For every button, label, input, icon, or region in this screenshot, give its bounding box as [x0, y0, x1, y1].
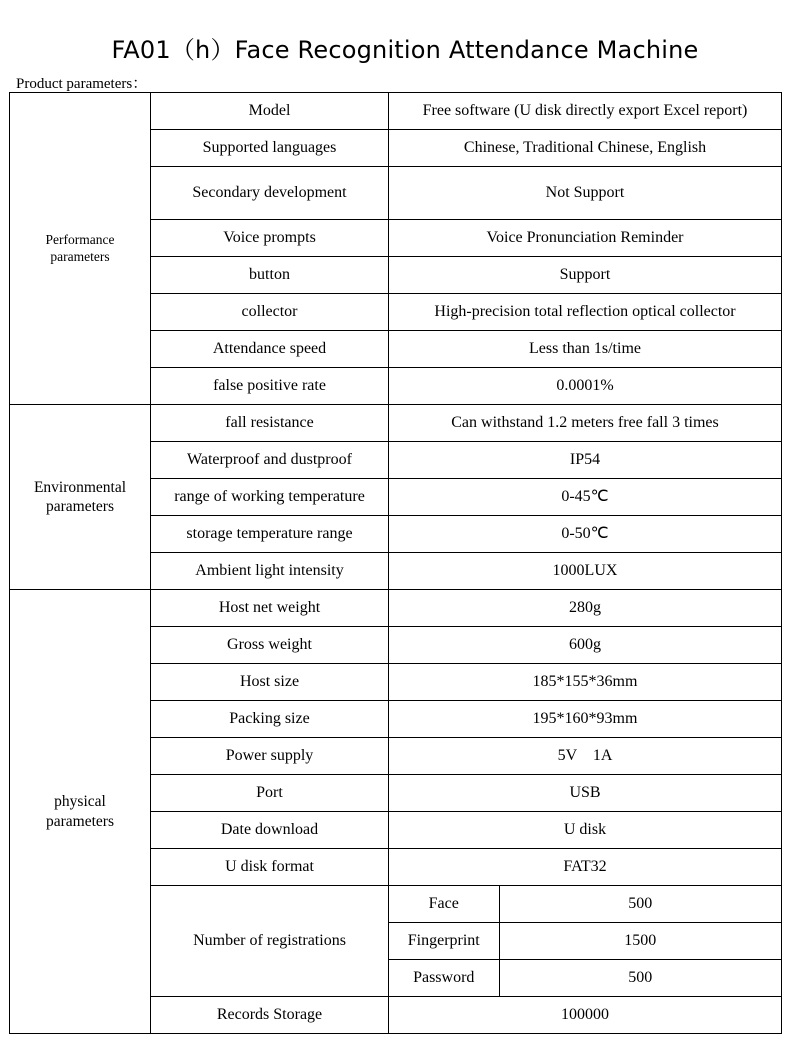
- param-value: FAT32: [389, 849, 782, 886]
- page-title: FA01（h）Face Recognition Attendance Machine: [111, 36, 699, 64]
- param-value: 1000LUX: [389, 553, 782, 590]
- param-key: U disk format: [151, 849, 389, 886]
- param-value: U disk: [389, 812, 782, 849]
- registration-count: 1500: [499, 923, 781, 960]
- category-label-line: parameters: [50, 248, 110, 264]
- param-value: USB: [389, 775, 782, 812]
- table-row: [10, 590, 782, 627]
- param-value: Chinese, Traditional Chinese, English: [389, 130, 782, 167]
- param-key: Waterproof and dustproof: [151, 442, 389, 479]
- param-value: High-precision total reflection optical collector: [389, 294, 782, 331]
- param-value: 195*160*93mm: [389, 701, 782, 738]
- registrations-key: Number of registrations: [151, 886, 389, 997]
- product-parameters-heading: Product parameters：: [16, 76, 148, 92]
- registration-row: [389, 886, 781, 923]
- param-value: 0-50℃: [389, 516, 782, 553]
- param-value: 0.0001%: [389, 368, 782, 405]
- param-key: Voice prompts: [151, 220, 389, 257]
- param-key: fall resistance: [151, 405, 389, 442]
- param-value: Less than 1s/time: [389, 331, 782, 368]
- param-value: 600g: [389, 627, 782, 664]
- param-key: storage temperature range: [151, 516, 389, 553]
- registration-type: Face: [389, 886, 499, 923]
- param-value: IP54: [389, 442, 782, 479]
- param-key: Model: [151, 93, 389, 130]
- param-value: Voice Pronunciation Reminder: [389, 220, 782, 257]
- param-value: Not Support: [389, 167, 782, 220]
- param-key: Port: [151, 775, 389, 812]
- param-key: Date download: [151, 812, 389, 849]
- param-value: Support: [389, 257, 782, 294]
- category-label-line: physical: [54, 793, 106, 811]
- param-value: 5V 1A: [389, 738, 782, 775]
- param-key: Host net weight: [151, 590, 389, 627]
- category-label-line: Performance: [45, 231, 115, 247]
- param-value: 100000: [389, 997, 782, 1034]
- registration-count: 500: [499, 886, 781, 923]
- param-key: Host size: [151, 664, 389, 701]
- param-value: 185*155*36mm: [389, 664, 782, 701]
- param-key: range of working temperature: [151, 479, 389, 516]
- param-key: Ambient light intensity: [151, 553, 389, 590]
- environmental-parameters-label: [10, 405, 151, 590]
- param-key: Attendance speed: [151, 331, 389, 368]
- spec-table: [9, 92, 782, 1034]
- param-value: Free software (U disk directly export Excel report): [389, 93, 782, 130]
- registrations-table: [389, 886, 781, 996]
- category-label-line: parameters: [46, 498, 114, 515]
- table-row: [10, 93, 782, 130]
- table-row: [10, 405, 782, 442]
- registration-row: [389, 960, 781, 997]
- param-key: Packing size: [151, 701, 389, 738]
- param-value: 280g: [389, 590, 782, 627]
- performance-parameters-label: [10, 93, 151, 405]
- param-key: Records Storage: [151, 997, 389, 1034]
- physical-parameters-label: [10, 590, 151, 1034]
- param-value: Can withstand 1.2 meters free fall 3 times: [389, 405, 782, 442]
- registration-type: Fingerprint: [389, 923, 499, 960]
- param-key: Supported languages: [151, 130, 389, 167]
- param-key: collector: [151, 294, 389, 331]
- param-key: Secondary development: [151, 167, 389, 220]
- param-key: button: [151, 257, 389, 294]
- registration-type: Password: [389, 960, 499, 997]
- param-key: Power supply: [151, 738, 389, 775]
- param-key: Gross weight: [151, 627, 389, 664]
- param-value: 0-45℃: [389, 479, 782, 516]
- registration-count: 500: [628, 969, 653, 986]
- category-label-line: Environmental: [33, 478, 127, 496]
- registration-row: [389, 923, 781, 960]
- registrations-cell: [389, 886, 782, 997]
- param-key: false positive rate: [151, 368, 389, 405]
- category-label-line: parameters: [46, 812, 114, 830]
